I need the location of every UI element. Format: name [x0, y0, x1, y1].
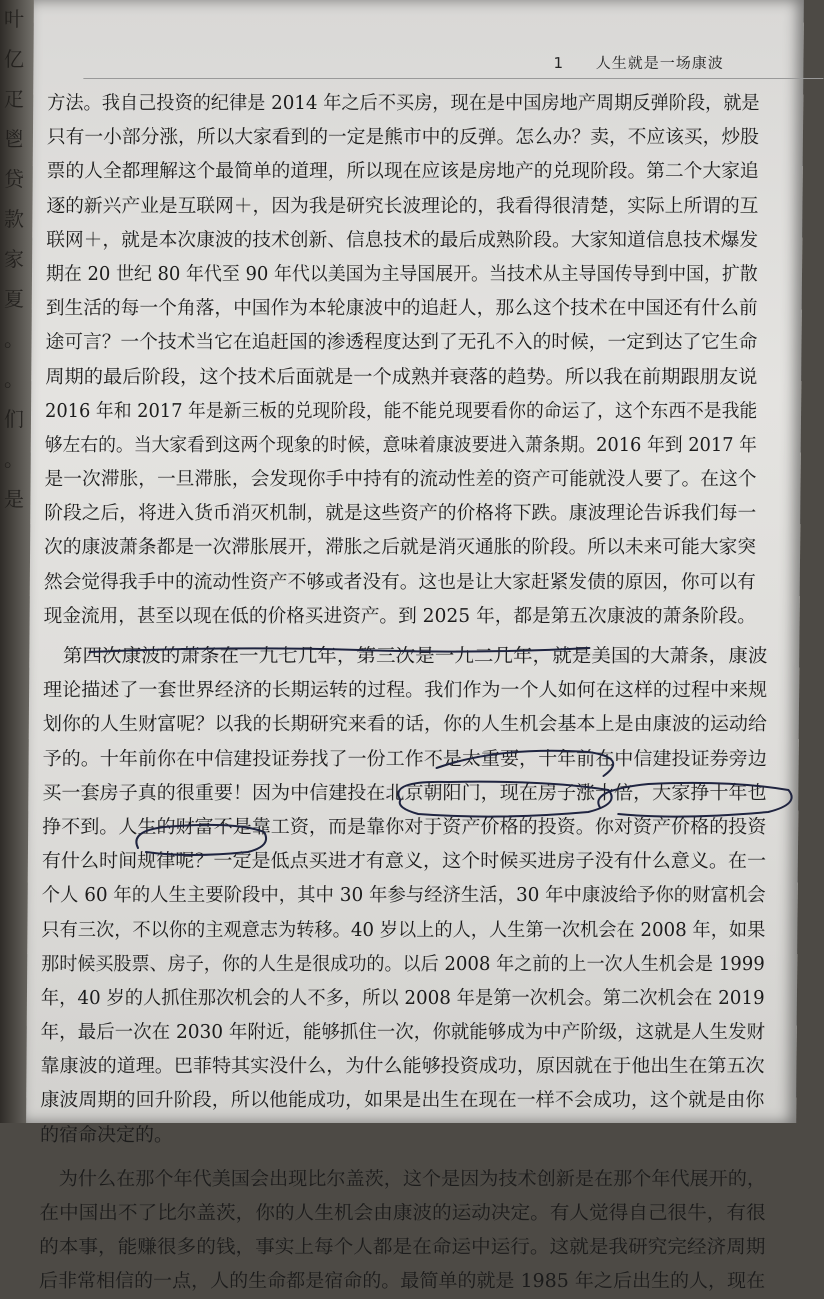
text-line: 只有一小部分涨，所以大家看到的一定是熊市中的反弹。怎么办？卖，不应该买，炒股	[46, 126, 759, 149]
page-number: 1	[553, 54, 565, 72]
text-line: 期在 20 世纪 80 年代至 90 年代以美国为主导国展开。当技术从主导国传导到中国，扩散	[45, 262, 758, 285]
page-body	[39, 86, 807, 1299]
text-line: 是一次滞胀，一旦滞胀，会发现你手中持有的流动性差的资产可能就没人要了。在这个	[44, 468, 757, 491]
text-line: 那时候买股票、房子，你的人生是很成功的。以后 2008 年之前的上一次人生机会是 1999	[41, 952, 765, 975]
text-line: 现金流用，甚至以现在低的价格买进资产。到 2025 年，都是第五次康波的萧条阶段。	[43, 604, 757, 627]
text-line: 联网＋，就是本次康波的技术创新、信息技术的最后成熟阶段。大家知道信息技术爆发	[46, 228, 759, 251]
text-line: 够左右的。当大家看到这两个现象的时候，意味着康波要进入萧条期。2016 年到 2017 年	[44, 433, 758, 456]
spine-fragment: 。	[4, 327, 24, 351]
text-line: 挣不到。人生的财富不是靠工资，而是靠你对于资产价格的投资。你对资产价格的投资	[42, 815, 767, 838]
text-line: 票的人全都理解这个最简单的道理，所以现在应该是房地产的兑现阶段。第二个大家追	[46, 160, 759, 183]
text-line: 周期的最后阶段，这个技术后面就是一个成熟并衰落的趋势。所以我在前期跟朋友说	[45, 365, 758, 388]
text-line: 方法。我自己投资的纪律是 2014 年之后不买房，现在是中国房地产周期反弹阶段，就是	[47, 92, 760, 114]
text-line: 的宿命决定的。	[39, 1123, 174, 1146]
text-line: 2016 年和 2017 年是新三板的兑现阶段，能不能兑现要看你的命运了，这个东西不是我能	[44, 399, 758, 422]
paragraph-2	[40, 639, 804, 1152]
spine-fragment: 贷	[4, 167, 24, 191]
text-line: 第四次康波的萧条在一九七几年，第三次是一九二几年，就是美国的大萧条，康波	[43, 645, 768, 667]
text-line: 年，40 岁的人抓住那次机会的人不多，所以 2008 年是第一次机会。第二次机会在 2019	[40, 986, 765, 1009]
text-line: 靠康波的道理。巴菲特其实没什么，为什么能够投资成功，原因就在于他出生在第五次	[40, 1055, 765, 1078]
text-line: 途可言？一个技术当它在追赶国的渗透程度达到了无孔不入的时候，一定到达了它生命	[45, 331, 758, 354]
text-line: 康波周期的回升阶段，所以他能成功，如果是出生在现在一样不会成功，这个就是由你	[40, 1089, 765, 1112]
spine-fragment: 叶	[4, 7, 24, 31]
spine-fragment: 们	[4, 407, 24, 431]
spine-fragment: 疋	[4, 87, 24, 111]
text-line: 理论描述了一套世界经济的长期运转的过程。我们作为一个人如何在这样的过程中来规	[43, 679, 768, 702]
spine-fragment: 。	[4, 447, 24, 471]
chapter-title: 人生就是一场康波	[595, 54, 724, 72]
text-line: 为什么在那个年代美国会出现比尔盖茨，这个是因为技术创新是在那个年代展开的，	[39, 1167, 767, 1190]
text-line: 在中国出不了比尔盖茨，你的人生机会由康波的运动决定。有人觉得自己很牛，有很	[39, 1202, 766, 1224]
text-line: 到生活的每一个角落，中国作为本轮康波中的追赶人，那么这个技术在中国还有什么前	[45, 297, 758, 320]
book-page	[26, 0, 804, 1293]
text-line: 逐的新兴产业是互联网＋，因为我是研究长波理论的，我看得很清楚，实际上所谓的互	[46, 194, 759, 217]
text-line: 的本事，能赚很多的钱，事实上每个人都是在命运中运行。这就是我研究完经济周期	[39, 1236, 766, 1259]
text-line: 有什么时间规律呢？一定是低点买进才有意义，这个时候买进房子没有什么意义。在一	[41, 850, 767, 873]
text-line: 个人 60 年的人生主要阶段中，其中 30 年参与经济生活，30 年中康波给予你的财富机会	[41, 884, 766, 907]
text-line: 划你的人生财富呢？以我的长期研究来看的话，你的人生机会基本上是由康波的运动给	[42, 713, 768, 736]
text-line: 年，最后一次在 2030 年附近，能够抓住一次，你就能够成为中产阶级，这就是人生发财	[40, 1021, 766, 1044]
spine-fragment: 亿	[4, 47, 24, 71]
text-line: 后非常相信的一点，人的生命都是宿命的。最简单的就是 1985 年之后出生的人，现在	[38, 1270, 766, 1293]
header-rule	[83, 78, 823, 79]
paragraph-1	[44, 86, 808, 633]
text-line: 买一套房子真的很重要！因为中信建投在北京朝阳门，现在房子涨十倍，大家挣十年也	[42, 781, 767, 804]
text-line: 阶段之后，将进入货币消灭机制，就是这些资产的价格将下跌。康波理论告诉我们每一	[44, 502, 757, 525]
spine-fragment: 夏	[4, 287, 24, 311]
spine-fragment: 款	[4, 207, 24, 231]
spine-fragment: 家	[4, 247, 24, 271]
text-line: 只有三次，不以你的主观意志为转移。40 岁以上的人，人生第一次机会在 2008 年，如果	[41, 918, 766, 941]
text-line: 予的。十年前你在中信建投证券找了一份工作不是太重要，十年前在中信建投证券旁边	[42, 747, 767, 770]
running-header	[553, 52, 723, 73]
spine-fragment: 鬯	[4, 127, 24, 151]
text-line: 然会觉得我手中的流动性资产不够或者没有。这也是让大家赶紧发债的原因，你可以有	[43, 570, 756, 593]
spine-fragment: 。	[4, 367, 24, 391]
spine-fragment: 是	[4, 487, 24, 511]
paragraph-3	[39, 1162, 800, 1299]
text-line: 次的康波萧条都是一次滞胀展开，滞胀之后就是消灭通胀的阶段。所以未来可能大家突	[44, 536, 757, 559]
